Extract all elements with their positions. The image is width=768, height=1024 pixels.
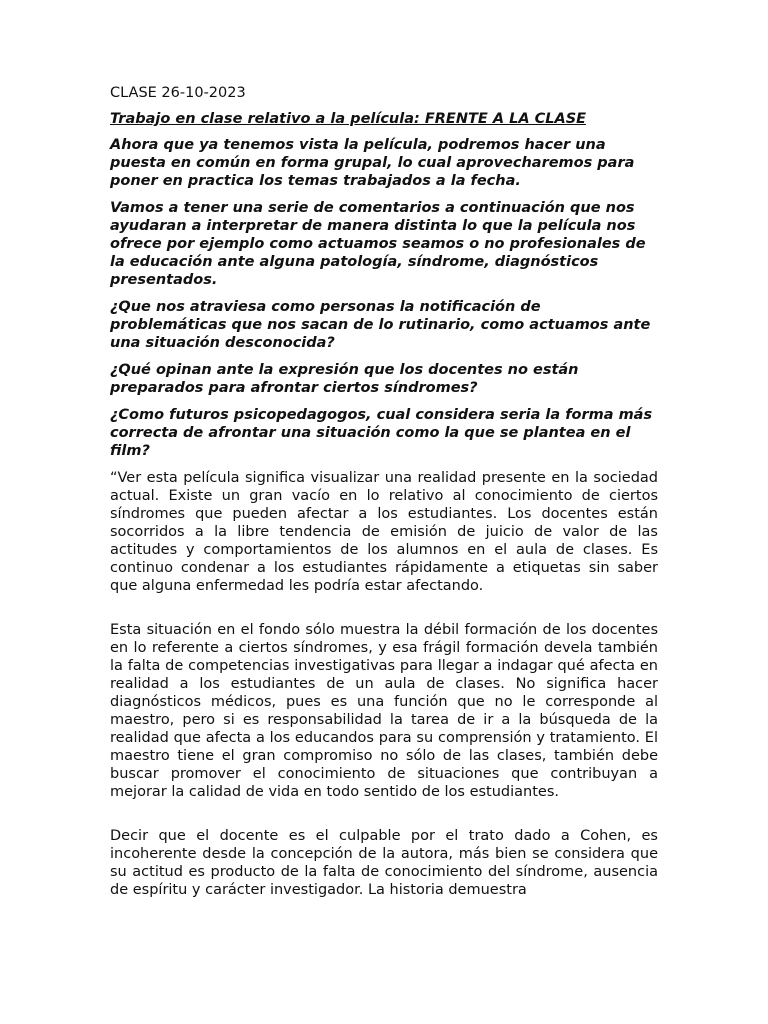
document-title: Trabajo en clase relativo a la película: FRENTE A LA CLASE: [110, 111, 587, 127]
body-paragraph-2: Esta situación en el fondo sólo muestra la débil formación de los docentes en lo referente a ciertos síndromes, y esa frágil formación devela también la falta de competencias investigativas para llegar a indagar qué afecta en realidad a los estudiantes de un aula de clases. No significa hacer diagnósticos médicos, pues es una función que no le corresponde al maestro, pero si es responsabilidad la tarea de ir a la búsqueda de la realidad que afecta a los educandos para su comprensión y tratamiento. El maestro tiene el gran compromiso no sólo de las clases, también debe buscar promover el conocimiento de situaciones que contribuyan a mejorar la calidad de vida en todo sentido de los estudiantes.: [110, 622, 658, 800]
comments-intro-paragraph: Vamos a tener una serie de comentarios a continuación que nos ayudaran a interpretar de manera distinta lo que la película nos ofrece por ejemplo como actuamos seamos o no profesionales de la educación ante alguna patología, síndrome, diagnósticos presentados.: [110, 200, 646, 288]
document-body: [110, 84, 658, 899]
question-3: ¿Como futuros psicopedagogos, cual considera seria la forma más correcta de afrontar una situación como la que se plantea en el film?: [110, 407, 653, 459]
question-1: ¿Que nos atraviesa como personas la notificación de problemáticas que nos sacan de lo rutinario, como actuamos ante una situación desconocida?: [110, 299, 651, 351]
date-line: CLASE 26-10-2023: [110, 85, 246, 101]
paragraph-spacer: [110, 801, 658, 827]
body-paragraph-3: Decir que el docente es el culpable por el trato dado a Cohen, es incoherente desde la concepción de la autora, más bien se considera que su actitud es producto de la falta de conocimiento del síndrome, ausencia de espíritu y carácter investigador. La historia demuestra: [110, 828, 658, 898]
intro-paragraph: Ahora que ya tenemos vista la película, podremos hacer una puesta en común en forma grupal, lo cual aprovecharemos para poner en practica los temas trabajados a la fecha.: [110, 137, 635, 189]
question-2: ¿Qué opinan ante la expresión que los docentes no están preparados para afrontar ciertos síndromes?: [110, 362, 579, 396]
paragraph-spacer: [110, 595, 658, 621]
body-paragraph-1: “Ver esta película significa visualizar una realidad presente en la sociedad actual. Existe un gran vacío en lo relativo al conocimiento de ciertos síndromes que pueden afectar a los estudiantes. Los docentes están socorridos a la libre tendencia de emisión de juicio de valor de las actitudes y comportamientos de los alumnos en el aula de clases. Es continuo condenar a los estudiantes rápidamente a etiquetas sin saber que alguna enfermedad les podría estar afectando.: [110, 470, 658, 594]
